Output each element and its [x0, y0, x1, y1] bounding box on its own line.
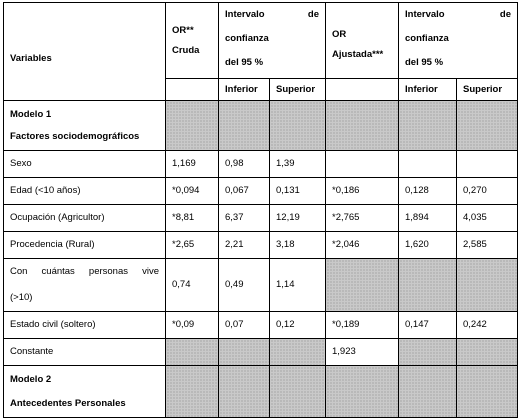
shaded-cell	[270, 101, 326, 151]
table-row	[4, 178, 518, 205]
shaded-cell	[219, 366, 270, 418]
or-ajustada-value: *0,186	[326, 178, 399, 205]
header-inferior-1: Inferior	[219, 79, 270, 101]
superior-2-value: 4,035	[457, 205, 518, 232]
shaded-cell	[326, 366, 399, 418]
or-cruda-value: 1,169	[166, 151, 219, 178]
inferior-2-value: 1,620	[399, 232, 457, 259]
shaded-cell	[219, 339, 270, 366]
shaded-cell	[270, 339, 326, 366]
shaded-cell	[166, 366, 219, 418]
inferior-2-value: 0,128	[399, 178, 457, 205]
or-ajustada-value	[326, 151, 399, 178]
superior-2-value	[457, 151, 518, 178]
inferior-1-value: 6,37	[219, 205, 270, 232]
or-ajustada-value: *0,189	[326, 312, 399, 339]
results-table	[3, 2, 518, 418]
header-variables: Variables	[4, 3, 166, 101]
header-or-cruda-blank	[166, 79, 219, 101]
modelo-2-label: Modelo 2 Antecedentes Personales	[4, 366, 166, 418]
or-ajustada-value: *2,046	[326, 232, 399, 259]
superior-1-value: 0,131	[270, 178, 326, 205]
shaded-cell	[399, 101, 457, 151]
variable-name: Estado civil (soltero)	[4, 312, 166, 339]
shaded-cell	[457, 366, 518, 418]
header-intervalo-1: Intervalo de confianza del 95 %	[219, 3, 326, 79]
header-or-ajustada-blank	[326, 79, 399, 101]
superior-1-value: 12,19	[270, 205, 326, 232]
header-or-ajustada: OR Ajustada***	[326, 3, 399, 79]
variable-name: Sexo	[4, 151, 166, 178]
or-ajustada-value: *2,765	[326, 205, 399, 232]
inferior-1-value: 0,98	[219, 151, 270, 178]
header-superior-1: Superior	[270, 79, 326, 101]
inferior-1-value: 2,21	[219, 232, 270, 259]
table-row	[4, 339, 518, 366]
shaded-cell	[219, 101, 270, 151]
variable-name: Con cuántas personas vive (>10)	[4, 259, 166, 312]
or-cruda-value: *0,094	[166, 178, 219, 205]
header-intervalo-2: Intervalo de confianza del 95 %	[399, 3, 518, 79]
variable-name: Ocupación (Agricultor)	[4, 205, 166, 232]
superior-1-value: 1,14	[270, 259, 326, 312]
superior-2-value: 2,585	[457, 232, 518, 259]
shaded-cell	[457, 101, 518, 151]
variable-name: Constante	[4, 339, 166, 366]
inferior-2-value: 1,894	[399, 205, 457, 232]
shaded-cell	[166, 101, 219, 151]
table-row	[4, 259, 518, 312]
superior-1-value: 3,18	[270, 232, 326, 259]
variable-name: Procedencia (Rural)	[4, 232, 166, 259]
shaded-cell	[457, 259, 518, 312]
or-cruda-value: *8,81	[166, 205, 219, 232]
modelo-1-label: Modelo 1 Factores sociodemográficos	[4, 101, 166, 151]
or-cruda-value: 0,74	[166, 259, 219, 312]
variable-name: Edad (<10 años)	[4, 178, 166, 205]
header-inferior-2: Inferior	[399, 79, 457, 101]
shaded-cell	[399, 259, 457, 312]
or-ajustada-value: 1,923	[326, 339, 399, 366]
inferior-1-value: 0,49	[219, 259, 270, 312]
shaded-cell	[399, 339, 457, 366]
superior-2-value: 0,270	[457, 178, 518, 205]
table-row	[4, 232, 518, 259]
table-row	[4, 312, 518, 339]
shaded-cell	[457, 339, 518, 366]
shaded-cell	[326, 259, 399, 312]
table-row	[4, 151, 518, 178]
superior-2-value: 0,242	[457, 312, 518, 339]
inferior-1-value: 0,067	[219, 178, 270, 205]
header-or-cruda: OR** Cruda	[166, 3, 219, 79]
header-superior-2: Superior	[457, 79, 518, 101]
inferior-2-value: 0,147	[399, 312, 457, 339]
or-cruda-value: *0,09	[166, 312, 219, 339]
table-row	[4, 205, 518, 232]
superior-1-value: 1,39	[270, 151, 326, 178]
shaded-cell	[399, 366, 457, 418]
shaded-cell	[326, 101, 399, 151]
or-cruda-value: *2,65	[166, 232, 219, 259]
superior-1-value: 0,12	[270, 312, 326, 339]
inferior-1-value: 0,07	[219, 312, 270, 339]
shaded-cell	[166, 339, 219, 366]
inferior-2-value	[399, 151, 457, 178]
shaded-cell	[270, 366, 326, 418]
